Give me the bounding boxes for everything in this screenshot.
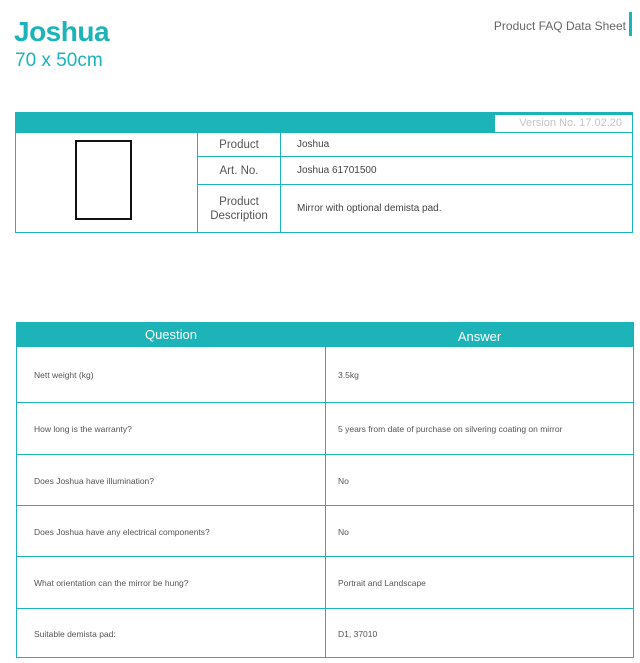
faq-answer: 5 years from date of purchase on silvering coating on mirror <box>338 424 563 434</box>
faq-row <box>17 608 633 658</box>
product-image-placeholder <box>75 140 132 220</box>
version-number: Version No. 17.02.20 <box>494 115 632 132</box>
faq-question: Does Joshua have illumination? <box>34 475 155 486</box>
product-info-table <box>15 112 633 233</box>
faq-question: How long is the warranty? <box>34 424 132 434</box>
faq-row <box>17 454 633 506</box>
faq-question: What orientation can the mirror be hung? <box>34 578 189 588</box>
product-value: Joshua <box>297 139 330 150</box>
faq-row <box>17 505 633 557</box>
faq-row <box>17 402 633 455</box>
faq-question: Nett weight (kg) <box>34 370 94 380</box>
product-description-value: Mirror with optional demista pad. <box>297 203 442 214</box>
product-row <box>198 133 632 157</box>
answer-column-header: Answer <box>457 329 502 344</box>
faq-row <box>17 556 633 609</box>
product-label: Product <box>198 133 281 156</box>
art-no-row <box>198 157 632 185</box>
art-no-value: Joshua 61701500 <box>297 165 377 176</box>
faq-table <box>16 322 634 658</box>
faq-answer: 3.5kg <box>338 370 359 380</box>
faq-question: Does Joshua have any electrical components? <box>34 526 210 537</box>
document-type-label: Product FAQ Data Sheet <box>493 19 626 33</box>
header-accent-bar <box>629 12 632 36</box>
faq-answer: D1, 37010 <box>338 628 378 639</box>
product-description-label: Product Description <box>198 185 281 232</box>
faq-question: Suitable demista pad: <box>34 628 116 639</box>
art-no-label: Art. No. <box>198 157 281 184</box>
faq-answer: Portrait and Landscape <box>338 578 426 588</box>
product-description-row <box>198 185 632 232</box>
faq-answer: No <box>338 526 349 537</box>
product-size: 70 x 50cm <box>15 50 103 71</box>
product-image-cell <box>16 133 198 232</box>
faq-answer: No <box>338 475 349 486</box>
question-column-header: Question <box>144 327 198 342</box>
product-title: Joshua <box>14 16 110 47</box>
faq-row <box>17 346 633 403</box>
